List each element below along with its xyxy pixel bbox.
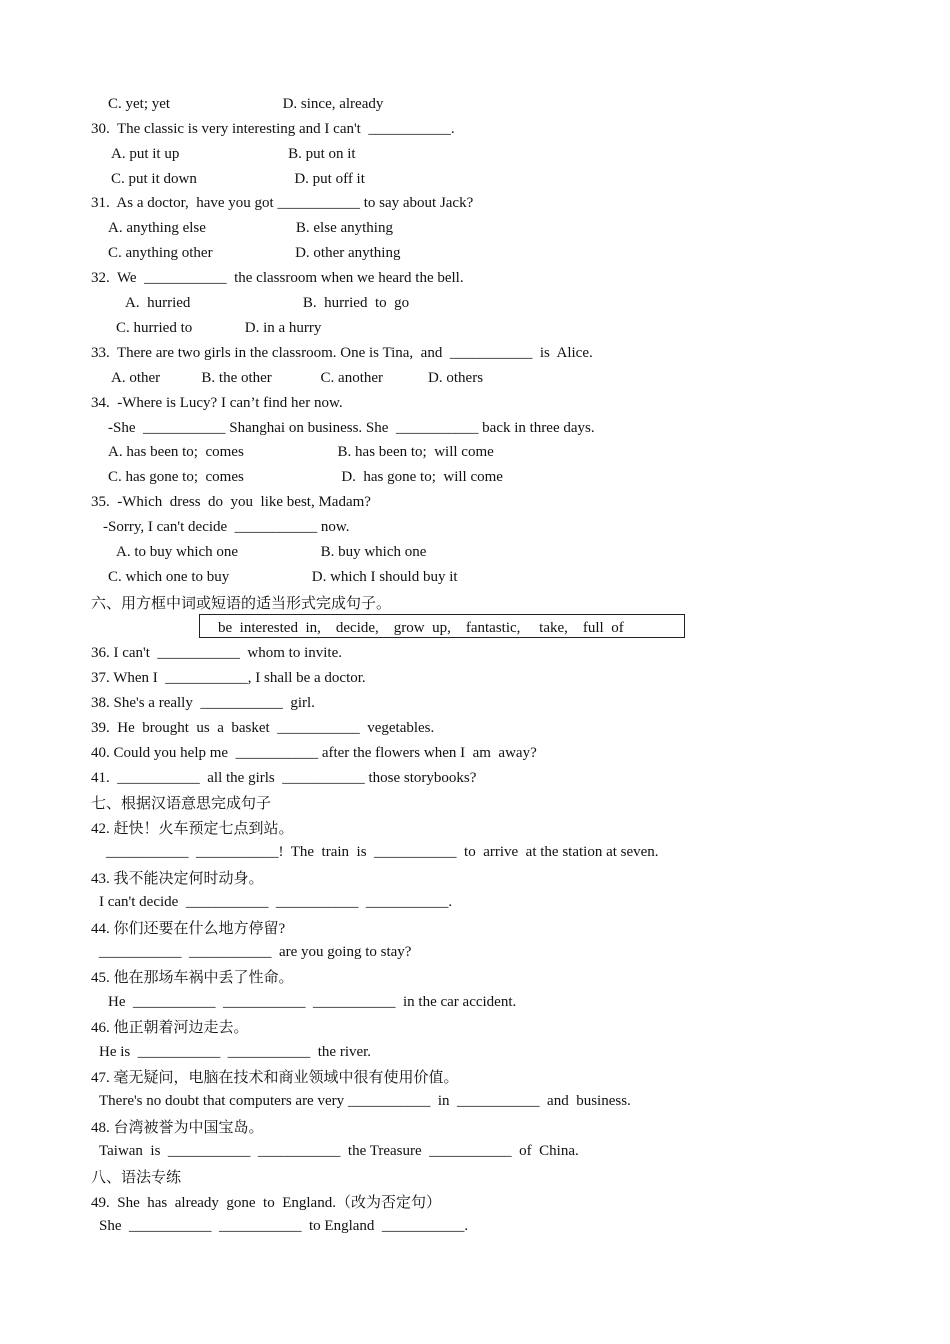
section-7-heading: 七、根据汉语意思完成句子	[91, 796, 272, 812]
question-40: 40. Could you help me ___________ after the flowers when I am away?	[91, 745, 537, 761]
question-42: 42. 赶快！火车预定七点到站。	[91, 821, 294, 837]
question-49: 49. She has already gone to England.（改为否定句）	[91, 1195, 441, 1211]
text-line: C. yet; yet D. since, already	[108, 96, 384, 112]
question-31: 31. As a doctor, have you got ___________ to say about Jack?	[91, 195, 474, 211]
text-line: A. to buy which one B. buy which one	[116, 544, 427, 560]
question-43: 43. 我不能决定何时动身。	[91, 871, 264, 887]
text-line: Taiwan is ___________ ___________ the Treasure ___________ of China.	[99, 1143, 579, 1159]
text-line: C. hurried to D. in a hurry	[116, 320, 322, 336]
section-8-heading: 八、语法专练	[91, 1170, 182, 1186]
text-line: -Sorry, I can't decide ___________ now.	[103, 519, 350, 535]
text-line: She ___________ ___________ to England ___________.	[99, 1218, 469, 1234]
question-34: 34. -Where is Lucy? I can’t find her now.	[91, 395, 343, 411]
question-37: 37. When I ___________, I shall be a doctor.	[91, 670, 366, 686]
question-46: 46. 他正朝着河边走去。	[91, 1020, 249, 1036]
section-6-heading: 六、用方框中词或短语的适当形式完成句子。	[91, 596, 392, 612]
question-48: 48. 台湾被誉为中国宝岛。	[91, 1120, 264, 1136]
text-line: A. hurried B. hurried to go	[125, 295, 410, 311]
text-line: I can't decide ___________ ___________ ___________.	[99, 894, 453, 910]
text-line: ___________ ___________ are you going to stay?	[99, 944, 412, 960]
question-38: 38. She's a really ___________ girl.	[91, 695, 315, 711]
text-line: A. put it up B. put on it	[111, 146, 356, 162]
question-33: 33. There are two girls in the classroom. One is Tina, and ___________ is Alice.	[91, 345, 593, 361]
text-line: C. put it down D. put off it	[111, 171, 365, 187]
question-44: 44. 你们还要在什么地方停留?	[91, 921, 286, 937]
text-line: He is ___________ ___________ the river.	[99, 1044, 372, 1060]
question-41: 41. ___________ all the girls ___________ those storybooks?	[91, 770, 477, 786]
question-35: 35. -Which dress do you like best, Madam?	[91, 494, 371, 510]
text-line: -She ___________ Shanghai on business. She ___________ back in three days.	[108, 420, 595, 436]
text-line: C. anything other D. other anything	[108, 245, 401, 261]
text-line: There's no doubt that computers are very ___________ in ___________ and business.	[99, 1093, 631, 1109]
text-line: A. has been to; comes B. has been to; will come	[108, 444, 494, 460]
question-45: 45. 他在那场车祸中丢了性命。	[91, 970, 294, 986]
text-line: A. other B. the other C. another D. others	[111, 370, 484, 386]
text-line: ___________ ___________! The train is ___________ to arrive at the station at seven.	[106, 844, 659, 860]
question-39: 39. He brought us a basket ___________ vegetables.	[91, 720, 435, 736]
text-line: A. anything else B. else anything	[108, 220, 393, 236]
question-36: 36. I can't ___________ whom to invite.	[91, 645, 343, 661]
word-box-text: be interested in, decide, grow up, fantastic, take, full of	[218, 620, 624, 636]
text-line: He ___________ ___________ ___________ in the car accident.	[108, 994, 517, 1010]
text-line: C. which one to buy D. which I should buy it	[108, 569, 458, 585]
question-47: 47. 毫无疑问，电脑在技术和商业领域中很有使用价值。	[91, 1070, 459, 1086]
text-line: C. has gone to; comes D. has gone to; will come	[108, 469, 503, 485]
question-32: 32. We ___________ the classroom when we heard the bell.	[91, 270, 464, 286]
question-30: 30. The classic is very interesting and I can't ___________.	[91, 121, 455, 137]
